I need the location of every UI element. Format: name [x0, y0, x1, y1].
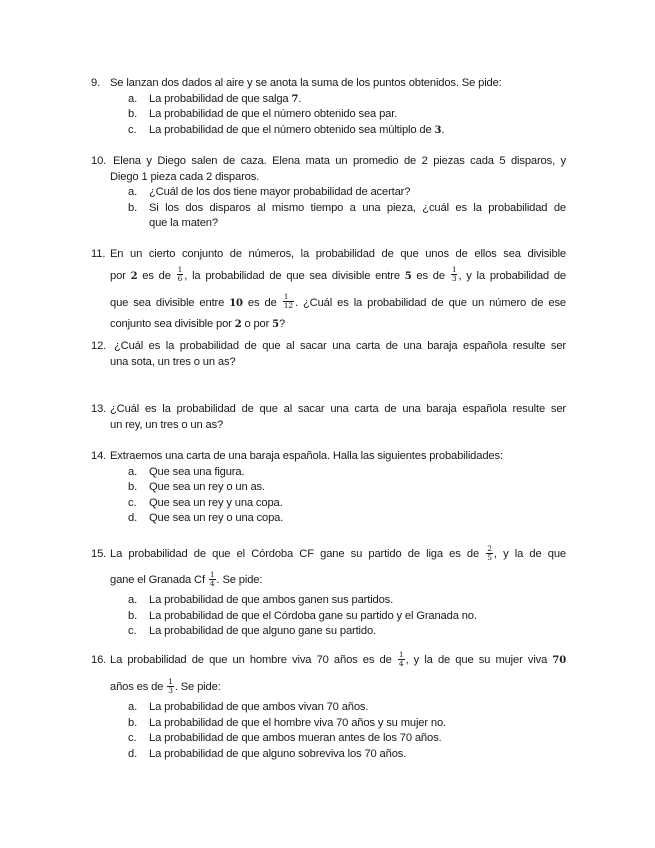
sub-item-c: c. Que sea un rey y una copa.: [128, 496, 283, 509]
problem-line: conjunto sea divisible por 2 o por 5?: [110, 317, 286, 330]
problem-number: 10.: [91, 155, 107, 167]
math-value: 3: [434, 124, 442, 136]
sub-item-a: a. La probabilidad de que ambos vivan 70 años.: [128, 701, 369, 713]
sub-item-a: a. Que sea una figura.: [128, 465, 245, 478]
problem-13: [91, 402, 566, 433]
problem-number: 11.: [91, 248, 106, 260]
sub-item-a: a. ¿Cuál de los dos tiene mayor probabilidad de acertar?: [128, 186, 411, 199]
problem-number: 15.: [91, 548, 107, 560]
problem-number: 14.: [91, 450, 107, 462]
math-value: 7: [291, 93, 299, 105]
problem-number: 9.: [91, 77, 101, 89]
problem-line: [91, 76, 566, 92]
problem-number: 13.: [91, 403, 107, 415]
problem-line: 15. La probabilidad de que el Córdoba CF gane su partido de liga es de $\frac{2}{5}$ , y la de que: [91, 541, 566, 567]
problem-line: 12. ¿Cuál es la probabilidad de que al sacar una carta de una baraja española resulte ser: [91, 339, 566, 355]
sub-item-b: b. Que sea un rey o un as.: [128, 481, 265, 494]
sub-item-c: c. La probabilidad de que el número obtenido sea múltiplo de 3.: [128, 123, 445, 136]
problem-line: que sea divisible entre 10 es de $\frac{1}{12}$ . ¿Cuál es la probabilidad de que un número de ese: [110, 292, 566, 311]
math-value: 70: [552, 655, 567, 666]
math-value: 5: [272, 318, 279, 330]
problem-line: [91, 154, 566, 170]
problem-line: 11. En un cierto conjunto de números, la probabilidad de que unos de ellos sea divisible: [91, 247, 566, 263]
problem-line: gane el Granada Cf $\frac{1}{4}$ . Se pide:: [110, 569, 263, 588]
math-value: 2: [130, 270, 138, 282]
problem-number: 12.: [91, 340, 107, 352]
problem-line: 13. ¿Cuál es la probabilidad de que al sacar una carta de una baraja española resulte ser: [91, 402, 566, 418]
problem-16: [91, 647, 566, 762]
problem-10: [91, 154, 566, 232]
sub-item-a: a. La probabilidad de que salga 7.: [128, 92, 302, 105]
problem-15: [91, 541, 566, 640]
math-value: 2: [234, 318, 242, 330]
fraction: $\frac{1}{4}$: [209, 569, 215, 588]
problem-line: una sota, un tres o un as?: [110, 355, 236, 368]
sub-item-c: c. La probabilidad de que alguno gane su partido.: [128, 625, 376, 638]
problem-14: [91, 449, 566, 527]
math-value: 5: [404, 270, 412, 282]
fraction: $\frac{2}{5}$: [487, 543, 492, 562]
problem-12: [91, 339, 566, 370]
sub-item-b: b. La probabilidad de que el número obtenido sea par.: [128, 108, 398, 121]
sub-item-a: a. La probabilidad de que ambos ganen sus partidos.: [128, 594, 394, 606]
problem-9: [91, 76, 566, 138]
problem-text: Se lanzan dos dados al aire y se anota la suma de los puntos obtenidos. Se pide:: [110, 77, 502, 89]
sub-item-d: d. La probabilidad de que alguno sobreviva los 70 años.: [128, 747, 407, 760]
problem-line: 16. La probabilidad de que un hombre viva 70 años es de $\frac{1}{4}$ , y la de que su mujer viva 70: [91, 647, 566, 674]
problem-line: años es de $\frac{1}{3}$ . Se pide:: [110, 676, 221, 695]
problem-line: por 2 es de $\frac{1}{6}$ , la probabilidad de que sea divisible entre 5 es de $\frac{1}{3}$ , y la probabilidad de: [110, 265, 566, 284]
problem-line: Diego 1 pieza cada 2 disparos.: [110, 170, 260, 183]
problem-11: [91, 247, 566, 332]
problem-text: Elena y Diego salen de caza. Elena mata un promedio de 2 piezas cada 5 disparos, y: [113, 155, 566, 167]
math-value: 10: [229, 297, 243, 309]
sub-item-b: b. Si los dos disparos al mismo tiempo a una pieza, ¿cuál es la probabilidad de: [128, 201, 566, 214]
fraction: $\frac{1}{3}$: [451, 265, 457, 284]
sub-item-c: c. La probabilidad de que ambos mueran antes de los 70 años.: [128, 732, 442, 745]
sub-item-b: b. La probabilidad de que el Córdoba gane su partido y el Granada no.: [128, 609, 477, 622]
sub-item-b-continued: que la maten?: [149, 217, 218, 230]
fraction: $\frac{1}{4}$: [398, 649, 404, 668]
problem-line: 14. Extraemos una carta de una baraja española. Halla las siguientes probabilidades:: [91, 449, 566, 465]
problem-number: 16.: [91, 654, 107, 666]
fraction: $\frac{1}{6}$: [177, 265, 183, 284]
sub-item-b: b. La probabilidad de que el hombre viva 70 años y su mujer no.: [128, 716, 446, 729]
problem-line: un rey, un tres o un as?: [110, 418, 224, 431]
fraction: $\frac{1}{12}$: [283, 292, 293, 311]
sub-item-d: d. Que sea un rey o una copa.: [128, 512, 284, 525]
fraction: $\frac{1}{3}$: [168, 676, 173, 695]
